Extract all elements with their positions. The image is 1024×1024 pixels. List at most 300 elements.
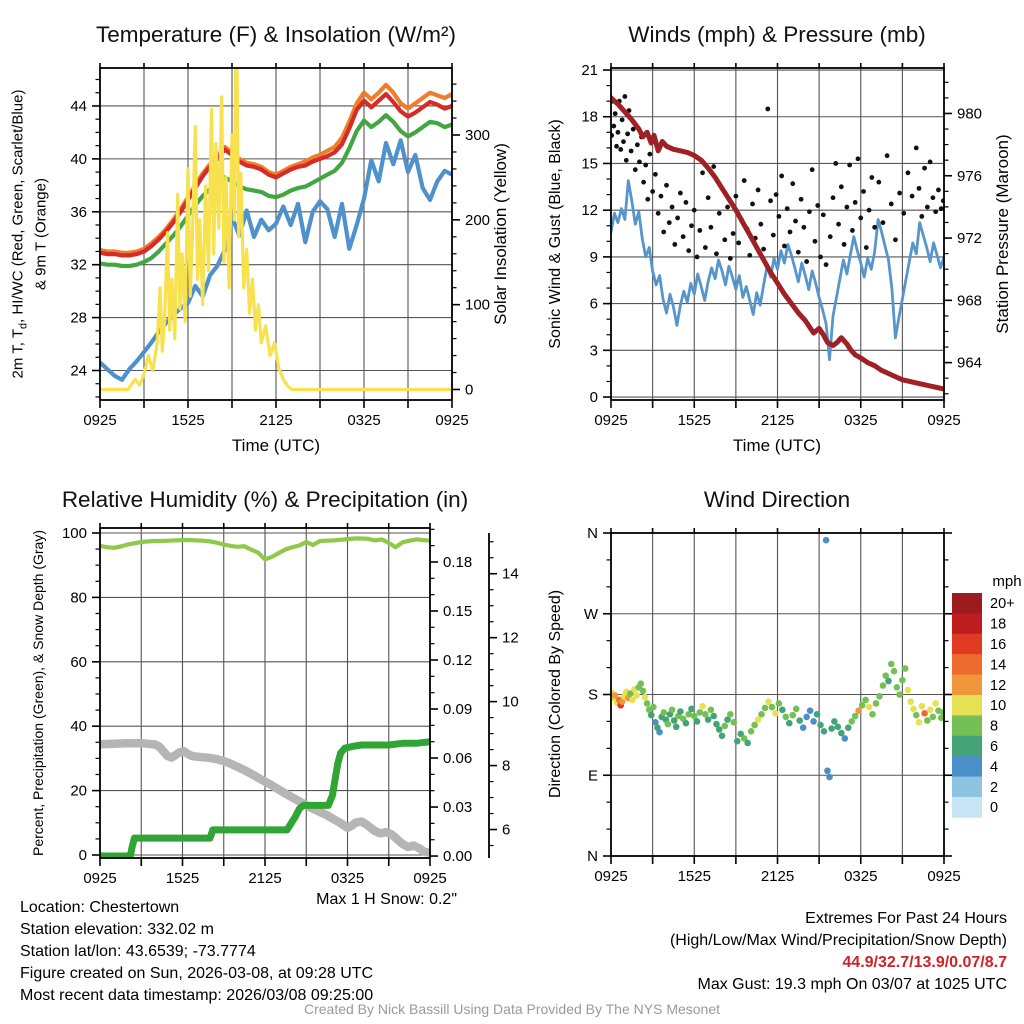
legend-swatch: [952, 695, 982, 716]
y-tick-label-left: 60: [70, 653, 87, 671]
wind-direction-dot: [828, 725, 835, 732]
wind-direction-dot: [902, 665, 909, 672]
legend-swatch: [952, 756, 982, 777]
gust-dot: [864, 245, 869, 250]
gust-dot: [700, 170, 705, 175]
legend-label: 6: [990, 739, 999, 755]
gust-dot: [853, 200, 858, 205]
wind-direction-dot: [748, 728, 755, 735]
legend-label: 8: [990, 718, 999, 735]
gust-dot: [670, 205, 675, 210]
gust-dot: [643, 163, 648, 168]
gust-dot: [758, 222, 763, 227]
gust-dot: [625, 131, 630, 136]
wind-direction-dot: [638, 680, 645, 687]
gust-dot: [810, 167, 815, 172]
snow-axis-tick-label: 6: [502, 821, 511, 839]
dir-tick-label: S: [587, 686, 598, 704]
gust-dot: [689, 223, 694, 228]
wind-direction-dot: [862, 697, 869, 704]
gust-dot: [624, 158, 629, 163]
y-tick-label-left: 44: [70, 97, 87, 115]
y-tick-label-right: 980: [957, 105, 983, 123]
gust-dot: [914, 145, 919, 150]
gust-dot: [611, 124, 616, 129]
gust-dot: [910, 194, 915, 199]
wind-direction-dot: [660, 709, 667, 716]
wind-direction-dot: [705, 716, 712, 723]
wind-direction-dot: [924, 717, 931, 724]
gust-dot: [844, 205, 849, 210]
wind-direction-dot: [730, 719, 737, 726]
wind-direction-dot: [841, 735, 848, 742]
y-tick-label-left: 0: [78, 847, 87, 865]
x-tick-label: 0925: [83, 870, 117, 887]
wind-direction-dot: [673, 724, 680, 731]
gust-dot: [717, 211, 722, 216]
gust-dot: [842, 242, 847, 247]
gust-dot: [703, 245, 708, 250]
wind-direction-dot: [727, 711, 734, 718]
gust-dot: [661, 230, 666, 235]
gust-dot: [801, 225, 806, 230]
x-tick-label: 2125: [760, 412, 795, 429]
wind-direction-dot: [821, 728, 828, 735]
gust-dot: [714, 251, 719, 256]
legend-swatch: [952, 675, 982, 696]
wind-direction-dot: [866, 704, 873, 711]
wind-direction-dot: [633, 692, 640, 699]
gust-dot: [728, 256, 733, 261]
wind-direction-dot: [835, 724, 842, 731]
y-tick-label-left: 12: [581, 202, 598, 220]
gust-dot: [768, 198, 773, 203]
wind-direction-dot: [779, 706, 786, 713]
gust-dot: [893, 237, 898, 242]
y-tick-label-right: 0.15: [443, 602, 473, 620]
y-tick-label-right: 0.06: [443, 750, 473, 768]
y-tick-label-left: 80: [70, 589, 87, 607]
wind-direction-dot: [708, 706, 715, 713]
gust-dot: [635, 142, 640, 147]
wind-direction-dot: [800, 724, 807, 731]
wind-direction-dot: [758, 711, 765, 718]
gust-dot: [672, 242, 677, 247]
wind-direction-dot: [845, 724, 852, 731]
wind-direction-dot: [869, 711, 876, 718]
gust-dot: [931, 195, 936, 200]
wind-direction-dot: [880, 682, 887, 689]
axis-label-pressure-right: Station Pressure (Maroon): [993, 134, 1012, 334]
extremes-subheading: (High/Low/Max Wind/Precipitation/Snow Depth): [669, 932, 1007, 949]
wind-direction-dot: [669, 706, 676, 713]
legend-title: mph: [992, 573, 1022, 590]
gust-dot: [815, 203, 820, 208]
chart-title-temperature-insolation: Temperature (F) & Insolation (W/m²): [95, 22, 457, 47]
gust-dot: [664, 183, 669, 188]
y-tick-label-left: 28: [70, 309, 87, 327]
y-tick-label-left: 24: [70, 362, 87, 380]
gust-dot: [818, 254, 823, 259]
wind-direction-dot: [916, 719, 923, 726]
axis-label-temp-left: [10, 90, 51, 379]
wind-direction-dot: [694, 718, 701, 725]
y-tick-label-left: 9: [589, 248, 598, 266]
max-gust-note: Max Gust: 19.3 mph On 03/07 at 1025 UTC: [697, 976, 1007, 993]
y-tick-label-right: 0.12: [443, 652, 473, 669]
gust-dot: [750, 202, 755, 207]
wind-direction-dot: [721, 723, 728, 730]
gust-dot: [736, 240, 741, 245]
wind-direction-dot: [826, 774, 833, 781]
gust-dot: [706, 195, 711, 200]
legend-swatch: [952, 593, 982, 614]
legend-swatch: [952, 654, 982, 675]
y-tick-label-left: 32: [70, 256, 87, 274]
gust-dot: [722, 237, 727, 242]
footer-elevation: Station elevation: 332.02 m: [20, 921, 214, 938]
gust-dot: [742, 178, 747, 183]
gust-dot: [779, 174, 784, 179]
wind-direction-dot: [873, 700, 880, 707]
gust-dot: [925, 205, 930, 210]
extremes-values: 44.9/32.7/13.9/0.07/8.7: [842, 954, 1007, 971]
gust-dot: [684, 200, 689, 205]
y-tick-label-left: 36: [70, 203, 87, 221]
gust-dot: [653, 172, 658, 177]
footer-created: Figure created on Sun, 2026-03-08, at 09:28 UTC: [20, 965, 374, 982]
gust-dot: [861, 189, 866, 194]
gust-dot: [675, 216, 680, 221]
wind-direction-dot: [769, 704, 776, 711]
y-tick-label-left: 100: [61, 524, 87, 542]
gust-dot: [824, 262, 829, 267]
y-tick-label-left: 40: [70, 150, 87, 168]
gust-dot: [620, 117, 625, 122]
y-tick-label-right: 0.18: [443, 553, 473, 571]
gust-dot: [847, 163, 852, 168]
gust-dot: [650, 189, 655, 194]
wind-direction-dot: [789, 712, 796, 719]
gust-dot: [629, 149, 634, 154]
wind-direction-dot: [932, 700, 939, 707]
wind-direction-dot: [640, 688, 647, 695]
x-axis-label-time-right: Time (UTC): [732, 436, 822, 455]
gust-dot: [618, 147, 623, 152]
axis-label-humidity-left: Percent, Precipitation (Green), & Snow Depth (Gray): [30, 529, 46, 857]
gust-dot: [889, 202, 894, 207]
y-tick-label-right: 968: [957, 292, 983, 310]
x-tick-label: 0925: [435, 412, 469, 429]
gust-dot: [793, 219, 798, 224]
y-tick-label-left: 18: [581, 108, 598, 126]
gust-dot: [858, 216, 863, 221]
gust-dot: [681, 234, 686, 239]
snow-axis-tick-label: 12: [502, 629, 519, 647]
wind-direction-dot: [807, 707, 814, 714]
gust-dot: [725, 205, 730, 210]
legend-swatch: [952, 715, 982, 736]
axis-label-temp-left-sub: d: [17, 322, 30, 329]
gust-dot: [836, 222, 841, 227]
legend-label: 4: [990, 759, 999, 776]
gust-dot: [876, 180, 881, 185]
gust-dot: [637, 160, 642, 165]
wind-direction-dot: [744, 740, 751, 747]
wind-direction-dot: [786, 720, 793, 727]
gust-dot: [867, 208, 872, 213]
extremes-heading: Extremes For Past 24 Hours: [805, 910, 1007, 927]
gust-dot: [771, 233, 776, 238]
x-tick-label: 0925: [83, 412, 117, 429]
wind-direction-dot: [648, 712, 655, 719]
gust-dot: [641, 180, 646, 185]
wind-direction-dot: [796, 717, 803, 724]
wind-direction-dot: [734, 738, 741, 745]
gust-dot: [821, 212, 826, 217]
wind-direction-dot: [677, 708, 684, 715]
x-tick-label: 0325: [844, 412, 878, 429]
gust-dot: [804, 259, 809, 264]
gust-dot: [647, 152, 652, 157]
wind-direction-dot: [644, 700, 651, 707]
y-tick-label-left: 0: [589, 389, 598, 407]
legend-label: 2: [990, 779, 999, 796]
gust-dot: [790, 181, 795, 186]
gust-dot: [939, 206, 944, 211]
gust-dot: [785, 206, 790, 211]
gust-dot: [917, 186, 922, 191]
chart-title-wind-direction: Wind Direction: [703, 487, 851, 512]
gust-dot: [692, 208, 697, 213]
gust-dot: [897, 191, 902, 196]
gust-dot: [614, 144, 619, 149]
wind-direction-dot: [823, 537, 830, 544]
legend-label: 20+: [990, 596, 1015, 613]
x-tick-label: 2125: [248, 870, 282, 887]
gust-dot: [645, 197, 650, 202]
legend-label: 10: [990, 698, 1007, 715]
gust-dot: [776, 214, 781, 219]
wind-direction-dot: [876, 693, 883, 700]
y-tick-label-left: 6: [589, 295, 598, 313]
wind-direction-dot: [896, 691, 903, 698]
wind-direction-dot: [650, 704, 657, 711]
x-tick-label: 1525: [677, 412, 711, 429]
axis-label-wind-left: Sonic Wind & Gust (Blue, Black): [547, 119, 564, 349]
wind-direction-dot: [803, 714, 810, 721]
gust-dot: [922, 166, 927, 171]
x-tick-label: 0325: [347, 412, 381, 429]
gust-dot: [828, 234, 833, 239]
wind-direction-dot: [719, 732, 726, 739]
y-tick-label-right: 100: [465, 296, 491, 314]
y-tick-label-right: 200: [465, 211, 491, 229]
legend-label: 12: [990, 677, 1007, 694]
gust-dot: [711, 164, 716, 169]
x-tick-label: 0925: [413, 870, 447, 887]
gust-dot: [901, 211, 906, 216]
wind-direction-dot: [656, 729, 663, 736]
chart-title-winds-pressure: Winds (mph) & Pressure (mb): [628, 22, 926, 47]
y-tick-label-right: 0.09: [443, 701, 473, 719]
wind-direction-dot: [891, 668, 898, 675]
wind-direction-dot: [699, 703, 706, 710]
legend-label: 16: [990, 637, 1007, 653]
gust-dot: [667, 220, 672, 225]
gust-dot: [807, 209, 812, 214]
wind-direction-dot: [762, 705, 769, 712]
wind-direction-dot: [716, 726, 723, 733]
footer-location: Location: Chestertown: [20, 899, 180, 916]
gust-dot: [928, 160, 933, 165]
gust-dot: [695, 254, 700, 259]
gust-dot: [796, 250, 801, 255]
gust-dot: [799, 197, 804, 202]
x-tick-label: 2125: [259, 412, 293, 429]
axis-label-direction-left: Direction (Colored By Speed): [547, 589, 564, 799]
snow-axis-tick-label: 10: [502, 693, 519, 711]
wind-direction-dot: [894, 684, 901, 691]
wind-direction-dot: [665, 721, 672, 728]
gust-dot: [686, 248, 691, 253]
gust-dot: [747, 253, 752, 258]
wind-direction-dot: [930, 714, 937, 721]
wind-direction-dot: [888, 661, 895, 668]
wind-direction-dot: [921, 710, 928, 717]
legend-swatch: [952, 634, 982, 655]
wind-direction-dot: [905, 687, 912, 694]
gust-dot: [731, 231, 736, 236]
gust-dot: [919, 214, 924, 219]
y-tick-label-right: 0.00: [443, 848, 473, 866]
dir-tick-label: N: [587, 848, 598, 865]
gust-dot: [633, 167, 638, 172]
wind-direction-dot: [642, 694, 649, 701]
legend-swatch: [952, 777, 982, 798]
gust-dot: [756, 188, 761, 193]
wind-direction-dot: [793, 706, 800, 713]
y-tick-label-right: 972: [957, 230, 983, 248]
wind-direction-dot: [776, 700, 783, 707]
gust-dot: [788, 230, 793, 235]
y-tick-label-right: 964: [957, 354, 983, 372]
gust-dot: [733, 194, 738, 199]
dir-tick-label: N: [587, 525, 598, 542]
wind-direction-dot: [824, 767, 831, 774]
y-tick-label-right: 976: [957, 167, 983, 185]
gust-dot: [761, 247, 766, 252]
wind-direction-dot: [814, 711, 821, 718]
gust-dot: [774, 192, 779, 197]
wind-direction-dot: [817, 722, 824, 729]
wind-direction-dot: [710, 713, 717, 720]
x-tick-label: 0325: [844, 868, 878, 885]
wind-direction-dot: [885, 678, 892, 685]
y-tick-label-right: 300: [465, 127, 491, 145]
y-tick-label-right: 0.03: [443, 799, 473, 817]
gust-dot: [782, 244, 787, 249]
legend-swatch: [952, 613, 982, 634]
footer-timestamp: Most recent data timestamp: 2026/03/08 09:25:00: [20, 987, 374, 1004]
gust-dot: [831, 195, 836, 200]
gust-dot: [850, 228, 855, 233]
dir-tick-label: W: [583, 605, 598, 623]
gust-dot: [881, 220, 886, 225]
gust-dot: [906, 170, 911, 175]
chart-title-humidity-precip: Relative Humidity (%) & Precipitation (in): [61, 487, 469, 512]
x-tick-label: 0925: [927, 868, 961, 885]
gust-dot: [709, 225, 714, 230]
wind-direction-dot: [688, 706, 695, 713]
y-tick-label-left: 20: [70, 782, 87, 800]
footer-latlon: Station lat/lon: 43.6539; -73.7774: [20, 943, 256, 960]
gust-dot: [885, 153, 890, 158]
legend-swatch: [952, 736, 982, 757]
gust-dot: [622, 94, 627, 99]
gust-dot: [765, 107, 770, 112]
snow-axis-tick-label: 8: [502, 757, 511, 775]
gust-dot: [872, 225, 877, 230]
gust-dot: [813, 239, 818, 244]
wind-direction-dot: [899, 677, 906, 684]
legend-label: 18: [990, 616, 1007, 633]
gust-dot: [869, 175, 874, 180]
x-tick-label: 0925: [927, 412, 961, 429]
wind-direction-dot: [919, 703, 926, 710]
wind-direction-dot: [907, 698, 914, 705]
wind-direction-dot: [810, 718, 817, 725]
x-tick-label: 0925: [594, 868, 628, 885]
gust-dot: [621, 139, 626, 144]
snow-axis-tick-label: 14: [502, 565, 519, 583]
y-tick-label-left: 3: [589, 342, 598, 360]
x-tick-label: 1525: [171, 412, 205, 429]
x-axis-label-time-left: Time (UTC): [231, 436, 321, 455]
gust-dot: [613, 111, 618, 116]
axis-label-insolation-right: Solar Insolation (Yellow): [491, 143, 510, 325]
x-tick-label: 1525: [677, 868, 711, 885]
x-tick-label: 0325: [330, 870, 365, 887]
gust-dot: [659, 194, 664, 199]
x-tick-label: 0925: [594, 412, 628, 429]
gust-dot: [933, 209, 938, 214]
wind-direction-dot: [910, 706, 917, 713]
max-snow-note: Max 1 H Snow: 0.2": [316, 891, 457, 908]
wind-direction-dot: [913, 712, 920, 719]
y-tick-label-left: 40: [70, 718, 87, 736]
gust-dot: [678, 191, 683, 196]
gust-dot: [697, 228, 702, 233]
wind-direction-dot: [927, 706, 934, 713]
gust-dot: [656, 211, 661, 216]
gust-dot: [616, 130, 621, 135]
legend-swatch: [952, 797, 982, 818]
x-tick-label: 2125: [760, 868, 795, 885]
axis-label-temp-left-pre: 2m T, T: [9, 328, 27, 379]
y-tick-label-right: 0: [465, 381, 474, 399]
wind-direction-dot: [783, 714, 790, 721]
axis-label-temp-left-line2: & 9m T (Orange): [32, 178, 50, 291]
y-tick-label-left: 15: [581, 155, 598, 173]
axis-label-temp-left-post: , HI/WC (Red, Green, Scarlet/Blue): [9, 89, 27, 323]
gust-dot: [936, 188, 941, 193]
gust-dot: [856, 156, 861, 161]
y-tick-label-left: 21: [581, 62, 598, 80]
gust-dot: [839, 184, 844, 189]
legend-label: 0: [990, 800, 999, 817]
wind-direction-dot: [772, 710, 779, 717]
